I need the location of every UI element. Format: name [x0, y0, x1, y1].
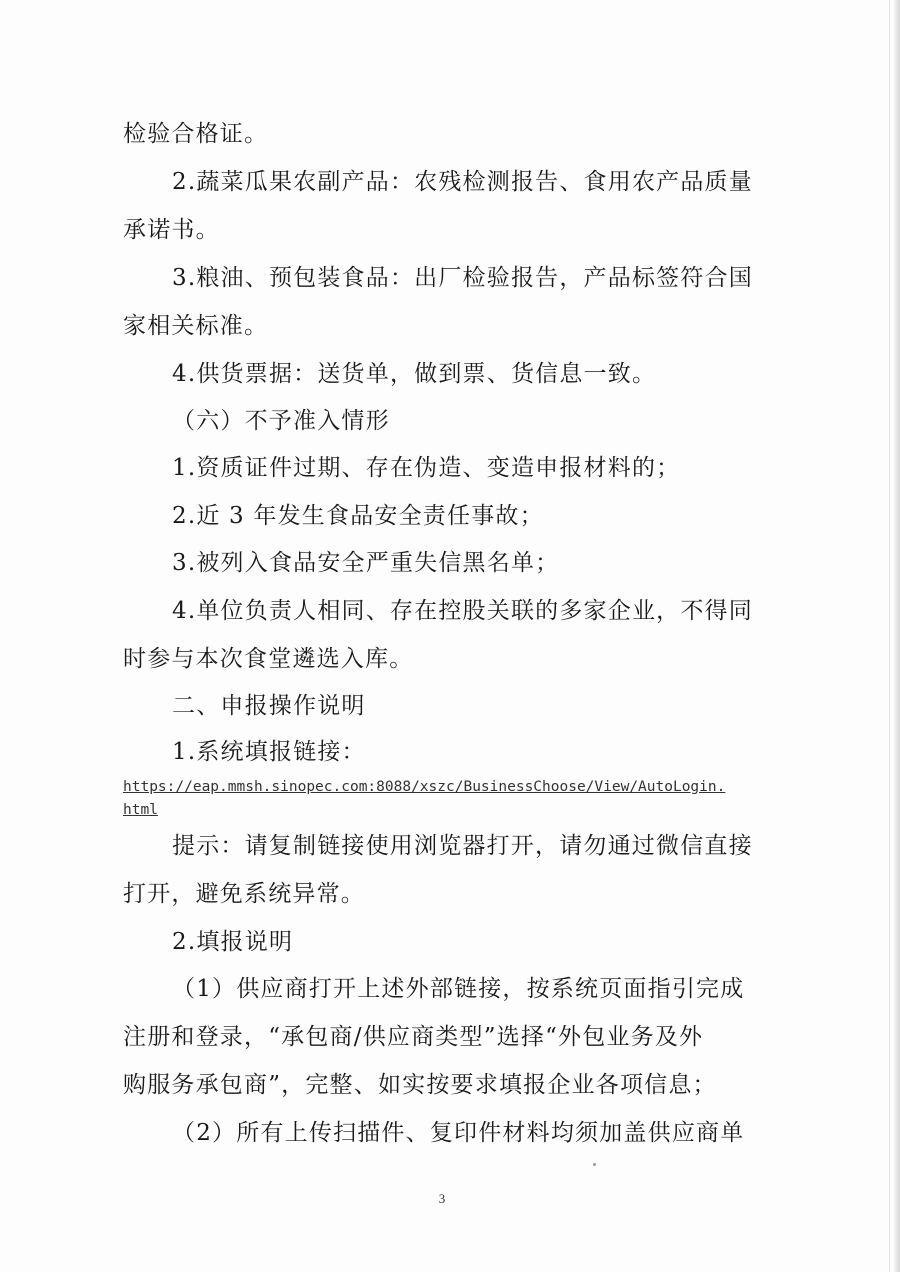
scan-edge-line	[889, 0, 890, 1272]
system-link-line1[interactable]: https://eap.mmsh.sinopec.com:8088/xszc/BusinessChoose/View/AutoLogin.	[123, 779, 726, 795]
text-line: （2）所有上传扫描件、复印件材料均须加盖供应商单	[172, 1120, 745, 1146]
section-heading: （六）不予准入情形	[172, 408, 390, 434]
section-heading: 二、申报操作说明	[172, 693, 366, 719]
scan-edge	[894, 0, 900, 1272]
text-line: 2.近 3 年发生食品安全责任事故；	[172, 503, 544, 529]
system-link-line2[interactable]: html	[123, 802, 158, 818]
text-line: 检验合格证。	[123, 121, 269, 147]
text-line: 4.供货票据：送货单，做到票、货信息一致。	[172, 361, 657, 387]
text-line: （1）供应商打开上述外部链接，按系统页面指引完成	[172, 976, 745, 1002]
text-line: 3.被列入食品安全严重失信黑名单；	[172, 550, 560, 576]
text-line: 1.资质证件过期、存在伪造、变造申报材料的；	[172, 455, 681, 481]
text-line: 注册和登录，“承包商/供应商类型”选择“外包业务及外	[123, 1024, 704, 1050]
text-line: 打开，避免系统异常。	[123, 881, 365, 907]
text-line: 3.粮油、预包装食品：出厂检验报告，产品标签符合国	[172, 265, 753, 291]
text-line: 家相关标准。	[123, 313, 269, 339]
page-number: 3	[438, 1191, 446, 1206]
scan-speck	[593, 1163, 596, 1166]
text-line: 承诺书。	[123, 217, 220, 243]
text-line: 2.填报说明	[172, 929, 294, 955]
text-line: 4.单位负责人相同、存在控股关联的多家企业，不得同	[172, 598, 753, 624]
text-line: 时参与本次食堂遴选入库。	[123, 646, 414, 672]
text-line: 购服务承包商”，完整、如实按要求填报企业各项信息；	[123, 1072, 717, 1098]
text-line: 2.蔬菜瓜果农副产品：农残检测报告、食用农产品质量	[172, 169, 753, 195]
text-line: 提示：请复制链接使用浏览器打开，请勿通过微信直接	[172, 833, 753, 859]
text-line: 1.系统填报链接：	[172, 739, 366, 765]
